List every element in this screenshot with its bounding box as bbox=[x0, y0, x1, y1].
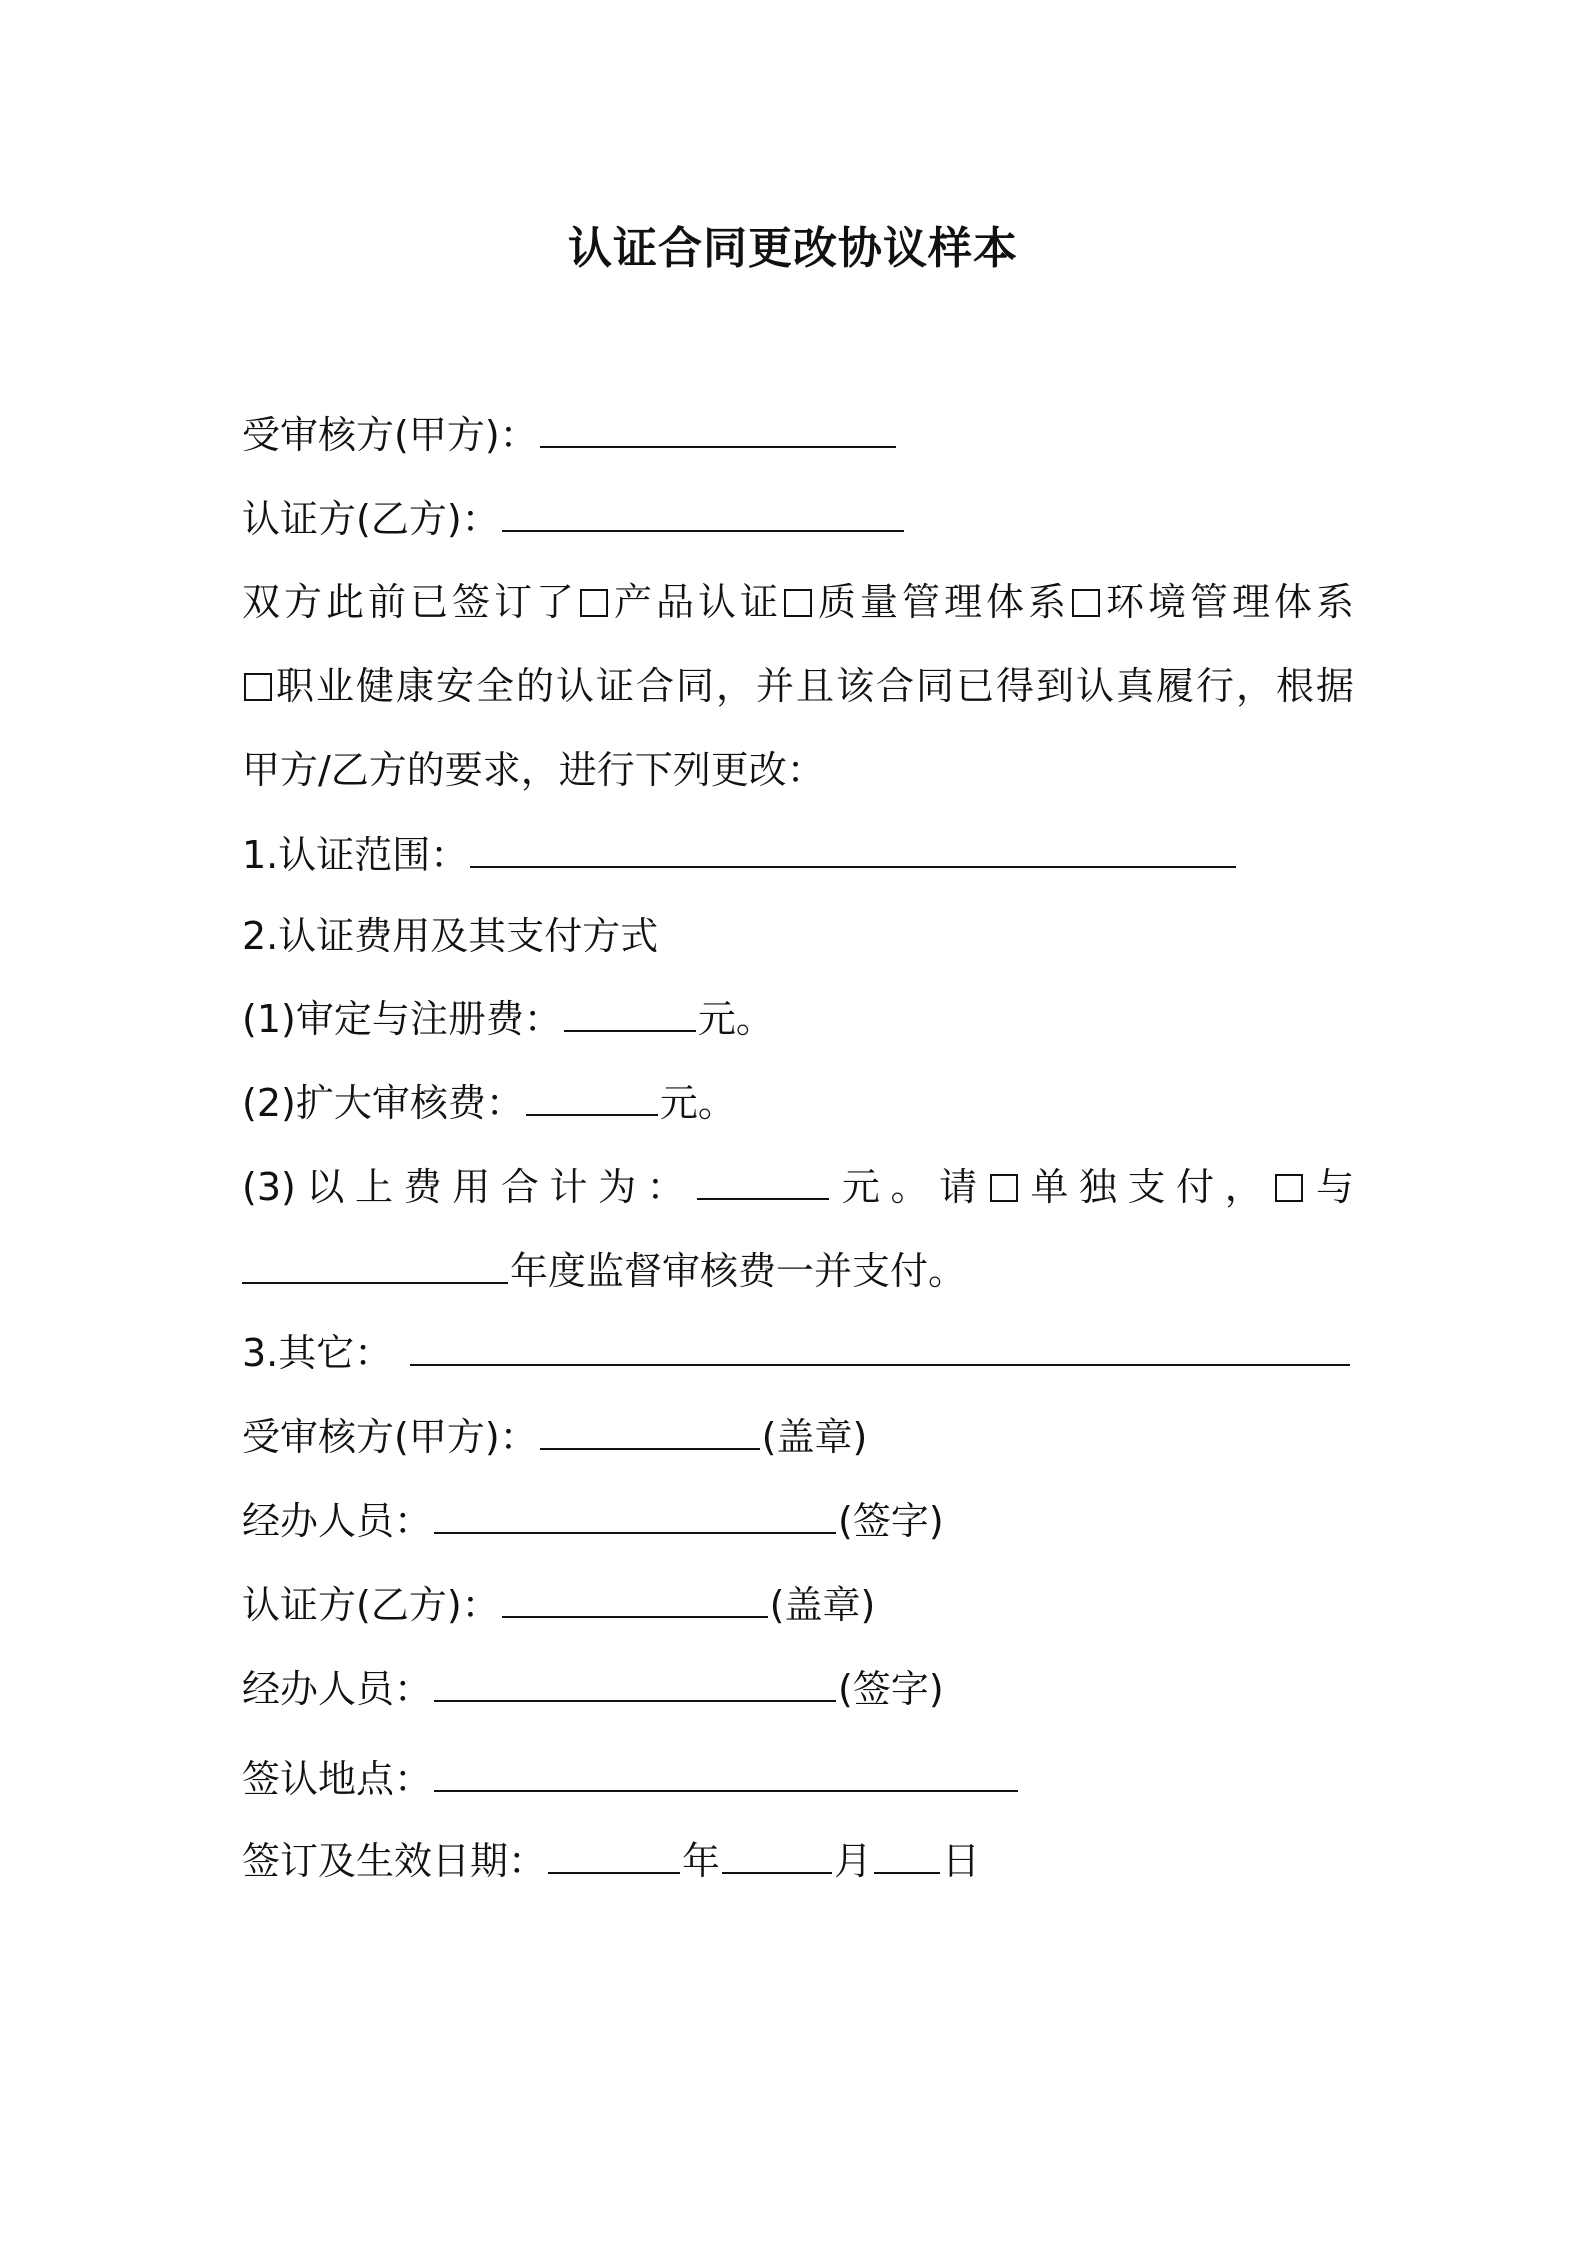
party-a-line bbox=[242, 412, 898, 459]
item-1-label: 1.认证范围： bbox=[242, 833, 469, 877]
option-combined-payment: 与 bbox=[1305, 1165, 1354, 1209]
fee-3-line2-suffix: 年度监督审核费一并支付。 bbox=[510, 1249, 967, 1293]
handler-a-blank bbox=[434, 1498, 836, 1534]
fee-1-line bbox=[242, 996, 774, 1043]
sign-party-a-label: 受审核方(甲方)： bbox=[242, 1415, 538, 1459]
sign-party-a-line bbox=[242, 1414, 867, 1461]
intro-line-3: 甲方/乙方的要求，进行下列更改： bbox=[242, 748, 825, 792]
sign-party-b-line bbox=[242, 1582, 875, 1629]
intro-line-2 bbox=[242, 664, 1354, 710]
fee-3-blank bbox=[697, 1164, 829, 1200]
sign-party-a-suffix: (盖章) bbox=[761, 1415, 868, 1459]
checkbox-environment-management[interactable] bbox=[1072, 589, 1100, 617]
location-label: 签认地点： bbox=[242, 1757, 433, 1801]
item-3-line bbox=[242, 1330, 1352, 1377]
intro-text-prefix: 双方此前已签订了 bbox=[242, 580, 578, 624]
date-label: 签订及生效日期： bbox=[242, 1839, 547, 1883]
checkbox-occupational-health[interactable] bbox=[244, 673, 272, 701]
other-blank bbox=[410, 1330, 1350, 1366]
intro-text-line2: 职业健康安全的认证合同，并且该合同已得到认真履行，根据 bbox=[274, 664, 1354, 708]
date-month-unit: 月 bbox=[834, 1839, 873, 1883]
sign-party-b-blank bbox=[502, 1582, 768, 1618]
fee-2-line bbox=[242, 1080, 736, 1127]
document-title: 认证合同更改协议样本 bbox=[568, 223, 1018, 274]
option-quality-management: 质量管理体系 bbox=[813, 580, 1070, 624]
checkbox-product-certification[interactable] bbox=[580, 589, 608, 617]
party-a-blank bbox=[540, 412, 896, 448]
checkbox-combined-payment[interactable] bbox=[1275, 1174, 1303, 1202]
checkbox-quality-management[interactable] bbox=[784, 589, 812, 617]
annual-year-blank bbox=[242, 1248, 508, 1284]
fee-3-line-2 bbox=[242, 1248, 966, 1295]
fee-1-label: (1)审定与注册费： bbox=[242, 997, 562, 1041]
date-year-unit: 年 bbox=[682, 1839, 721, 1883]
date-line bbox=[242, 1838, 980, 1885]
option-environment-management: 环境管理体系 bbox=[1101, 580, 1354, 624]
handler-b-label: 经办人员： bbox=[242, 1667, 433, 1711]
party-b-blank bbox=[502, 496, 904, 532]
handler-a-label: 经办人员： bbox=[242, 1499, 433, 1543]
item-1-line bbox=[242, 832, 1238, 879]
fee-3-unit: 元。请 bbox=[831, 1165, 988, 1209]
handler-b-blank bbox=[434, 1666, 836, 1702]
date-year-blank bbox=[548, 1838, 680, 1874]
scope-blank bbox=[470, 832, 1236, 868]
date-month-blank bbox=[722, 1838, 832, 1874]
date-day-blank bbox=[874, 1838, 940, 1874]
handler-b-suffix: (签字) bbox=[838, 1667, 944, 1711]
fee-2-unit: 元。 bbox=[659, 1081, 736, 1125]
party-b-line bbox=[242, 496, 906, 543]
sign-party-b-label: 认证方(乙方)： bbox=[242, 1583, 500, 1627]
sign-party-a-blank bbox=[540, 1414, 760, 1450]
location-line bbox=[242, 1756, 1020, 1803]
item-3-label: 3.其它： bbox=[242, 1331, 393, 1375]
fee-3-label: (3)以上费用合计为： bbox=[242, 1165, 696, 1209]
checkbox-separate-payment[interactable] bbox=[990, 1174, 1018, 1202]
party-a-label: 受审核方(甲方)： bbox=[242, 413, 538, 457]
intro-line-1 bbox=[242, 580, 1354, 626]
option-separate-payment: 单独支付， bbox=[1019, 1165, 1274, 1209]
sign-party-b-suffix: (盖章) bbox=[769, 1583, 876, 1627]
handler-a-line bbox=[242, 1498, 944, 1545]
fee-1-blank bbox=[564, 996, 696, 1032]
fee-3-line-1 bbox=[242, 1164, 1354, 1211]
party-b-label: 认证方(乙方)： bbox=[242, 497, 500, 541]
date-day-unit: 日 bbox=[942, 1839, 981, 1883]
handler-a-suffix: (签字) bbox=[838, 1499, 944, 1543]
location-blank bbox=[434, 1756, 1018, 1792]
handler-b-line bbox=[242, 1666, 944, 1713]
option-product-certification: 产品认证 bbox=[609, 580, 782, 624]
fee-2-blank bbox=[526, 1080, 658, 1116]
item-2-heading: 2.认证费用及其支付方式 bbox=[242, 914, 659, 958]
fee-1-unit: 元。 bbox=[697, 997, 774, 1041]
fee-2-label: (2)扩大审核费： bbox=[242, 1081, 524, 1125]
